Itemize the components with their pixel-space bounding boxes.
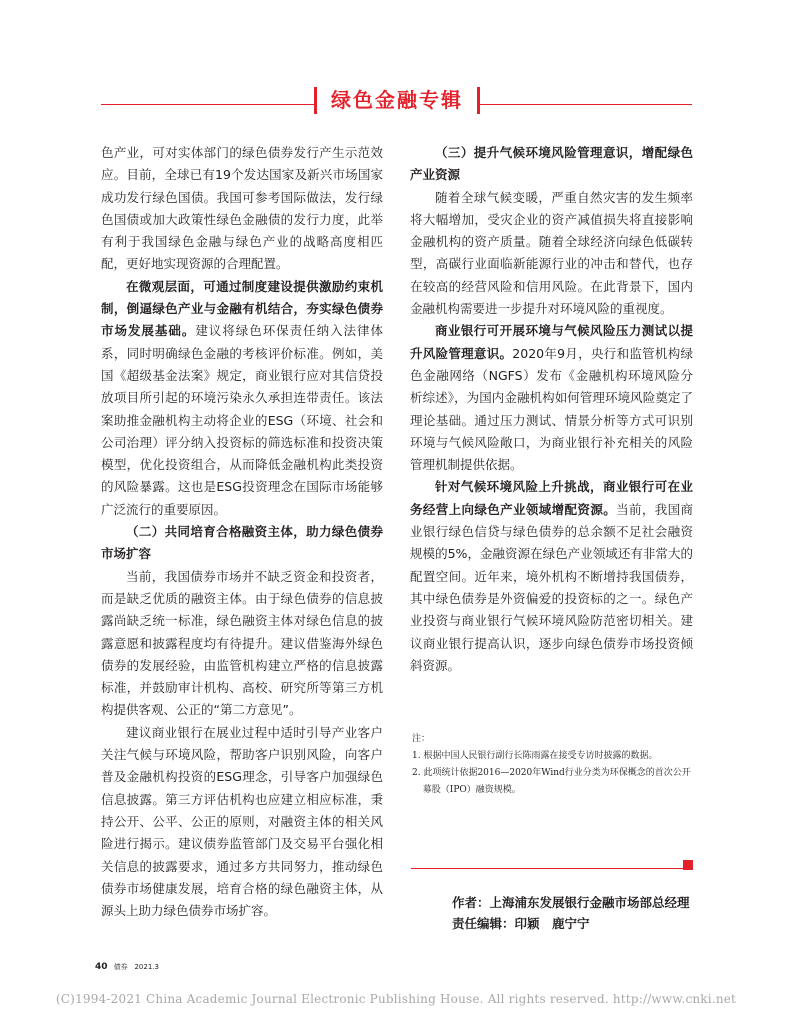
right-column bbox=[410, 142, 693, 677]
journal-name: 债券 bbox=[113, 963, 128, 971]
left-column bbox=[101, 142, 383, 922]
paragraph bbox=[101, 276, 383, 521]
paragraph: 当前，我国债券市场并不缺乏资金和投资者，而是缺乏优质的融资主体。由于绿色债券的信息披露尚缺乏统一标准，绿色融资主体对绿色信息的披露意愿和披露程度均有待提升。建议借鉴海外绿色债券的发展经验，由监管机构建立严格的信息披露标准，并鼓励审计机构、高校、研究所等第三方机构提供客观、公正的“第二方意见”。 bbox=[101, 568, 383, 718]
page-number: 40 bbox=[95, 962, 108, 972]
editor-byline: 责任编辑：印颖 鹿宁宁 bbox=[452, 916, 590, 931]
end-rule bbox=[411, 868, 683, 869]
author-byline: 作者：上海浦东发展银行金融市场部总经理 bbox=[452, 895, 690, 910]
issue: 2021.3 bbox=[134, 963, 159, 971]
footnotes bbox=[412, 731, 697, 799]
paragraph-body: 建议将绿色环保责任纳入法律体系，同时明确绿色金融的考核评价标准。例如，美国《超级基金法案》规定，商业银行应对其信贷投放项目所引起的环境污染永久承担连带责任。该法案助推金融机构主动将企业的ESG（环境、社会和公司治理）评分纳入投资标的筛选标准和投资决策模型，优化投资组合，从而降低金融机构此类投资的风险暴露。这也是ESG投资理念在国际市场能够广泛流行的重要原因。 bbox=[101, 323, 383, 517]
folio bbox=[95, 962, 159, 972]
paragraph bbox=[410, 320, 693, 476]
paragraph: 随着全球气候变暖，严重自然灾害的发生频率将大幅增加，受灾企业的资产减值损失将直接影响金融机构的资产质量。随着全球经济向绿色低碳转型，高碳行业面临新能源行业的冲击和替代，也存在较高的经营风险和信用风险。在此背景下，国内金融机构需要进一步提升对环境风险的重视度。 bbox=[410, 189, 693, 317]
bold-lead: 在微观层面，可通过制度建设提供激励约束机制，倒逼绿色产业与金融有机结合，夯实绿色债券市场发展基础。 bbox=[101, 278, 383, 339]
footnote-1: 1. 根据中国人民银行副行长陈雨露在接受专访时披露的数据。 bbox=[412, 751, 658, 761]
bold-lead: 针对气候环境风险上升挑战，商业银行可在业务经营上向绿色产业领域增配资源。 bbox=[410, 479, 693, 517]
paragraph-body: 当前，我国商业银行绿色信贷与绿色债券的总余额不足社会融资规模的5%，金融资源在绿色产业领域还有非常大的配置空间。近年来，境外机构不断增持我国债券，其中绿色债券是外资偏爱的投资标的之一。绿色产业投资与商业银行气候环境风险防范密切相关。建议商业银行提高认识，逐步向绿色债券市场投资倾斜资源。 bbox=[410, 501, 693, 673]
copyright-watermark: (C)1994-2021 China Academic Journal Electronic Publishing House. All rights reserved. http://www.cnki.net bbox=[55, 992, 737, 1006]
section-title: 绿色金融专辑 bbox=[331, 88, 463, 112]
author-block bbox=[452, 892, 690, 934]
notes-label: 注： bbox=[412, 734, 431, 744]
subheading: （二）共同培育合格融资主体，助力绿色债券市场扩容 bbox=[101, 524, 383, 562]
paragraph: 建议商业银行在展业过程中适时引导产业客户关注气候与环境风险，帮助客户识别风险，向客户普及金融机构投资的ESG理念，引导客户加强绿色信息披露。第三方评估机构也应建立相应标准，秉持公开、公平、公正的原则，对融资主体的相关风险进行揭示。建议债券监管部门及交易平台强化相关信息的披露要求，通过多方共同努力，推动绿色债券市场健康发展，培育合格的绿色融资主体，从源头上助力绿色债券市场扩容。 bbox=[101, 724, 383, 919]
footnote-2: 2. 此项统计依据2016—2020年Wind行业分类为环保概念的首次公开募股（IPO）融资规模。 bbox=[412, 768, 691, 795]
header-rule-right bbox=[480, 104, 692, 105]
subheading: （三）提升气候环境风险管理意识，增配绿色产业资源 bbox=[410, 145, 693, 183]
header-bar-right bbox=[477, 87, 480, 114]
paragraph-body: 2020年9月，央行和监管机构绿色金融网络（NGFS）发布《金融机构环境风险分析综述》，为国内金融机构如何管理环境风险奠定了理论基础。通过压力测试、情景分析等方式可识别环境与气候风险敞口，为商业银行补充相关的风险管理机制提供依据。 bbox=[410, 345, 693, 473]
header-rule-left bbox=[101, 104, 314, 105]
bold-lead: 商业银行可开展环境与气候风险压力测试以提升风险管理意识。 bbox=[410, 323, 693, 361]
end-square-icon bbox=[683, 860, 693, 870]
paragraph bbox=[410, 476, 693, 677]
paragraph: 色产业，可对实体部门的绿色债券发行产生示范效应。目前，全球已有19个发达国家及新兴市场国家成功发行绿色国债。我国可参考国际做法，发行绿色国债或加大政策性绿色金融债的发行力度，此举有利于我国绿色金融与绿色产业的战略高度相匹配，更好地实现资源的合理配置。 bbox=[101, 145, 383, 272]
